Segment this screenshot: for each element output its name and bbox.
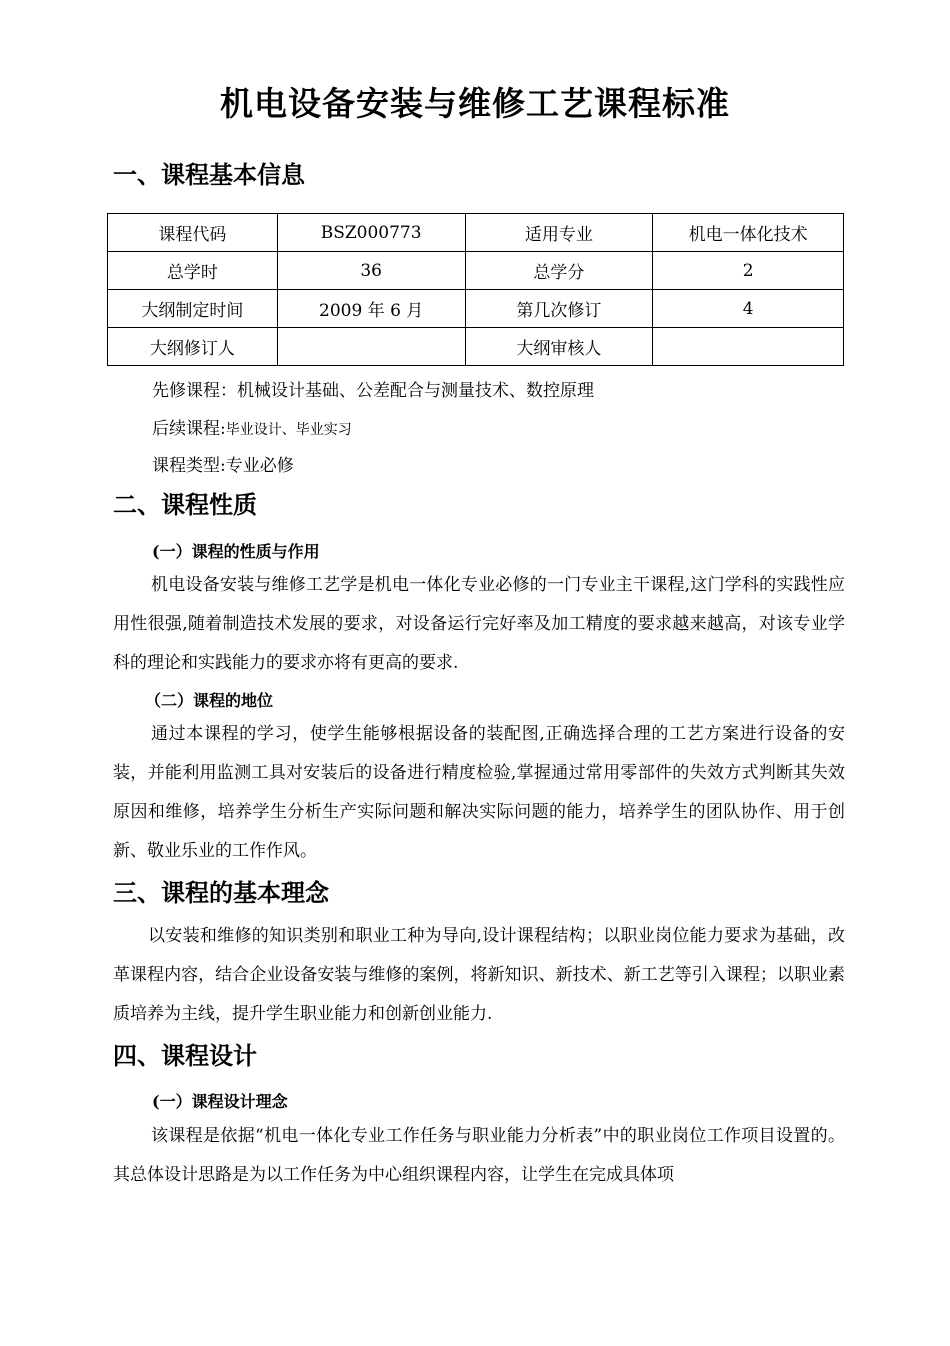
table-cell: 适用专业 xyxy=(465,214,653,252)
table-cell: 2009 年 6 月 xyxy=(277,290,465,328)
course-info-table xyxy=(107,213,844,366)
paragraph-design-concept: 该课程是依据“机电一体化专业工作任务与职业能力分析表”中的职业岗位工作项目设置的。其总体设计思路是为以工作任务为中心组织课程内容，让学生在完成具体项 xyxy=(113,1126,845,1185)
table-cell xyxy=(277,328,465,366)
table-cell: BSZ000773 xyxy=(277,214,465,252)
table-cell xyxy=(653,328,844,366)
subsection-heading-design-concept: (一）课程设计理念 xyxy=(152,1092,288,1111)
table-cell: 36 xyxy=(277,252,465,290)
table-row xyxy=(108,252,844,290)
table-cell: 2 xyxy=(653,252,844,290)
table-cell: 大纲修订人 xyxy=(108,328,278,366)
paragraph-course-position: 通过本课程的学习，使学生能够根据设备的装配图,正确选择合理的工艺方案进行设备的安装，并能利用监测工具对安装后的设备进行精度检验,掌握通过常用零部件的失效方式判断其失效原因和维修，培养学生分析生产实际问题和解决实际问题的能力，培养学生的团队协作、用于创新、敬业乐业的工作作风。 xyxy=(113,724,845,861)
table-cell: 总学时 xyxy=(108,252,278,290)
table-cell: 大纲制定时间 xyxy=(108,290,278,328)
follow-up-courses xyxy=(152,414,352,439)
table-cell: 总学分 xyxy=(465,252,653,290)
section-heading-course-nature: 二、课程性质 xyxy=(113,490,257,519)
table-cell: 课程代码 xyxy=(108,214,278,252)
section-heading-course-design: 四、课程设计 xyxy=(113,1041,257,1070)
subsection-heading-nature-role: (一）课程的性质与作用 xyxy=(152,542,320,561)
table-cell: 4 xyxy=(653,290,844,328)
paragraph-basic-philosophy: 以安装和维修的知识类别和职业工种为导向,设计课程结构；以职业岗位能力要求为基础，改革课程内容，结合企业设备安装与维修的案例，将新知识、新技术、新工艺等引入课程；以职业素质培养为主线，提升学生职业能力和创新创业能力. xyxy=(113,926,845,1024)
follow-up-label: 后续课程: xyxy=(152,419,226,439)
course-type: 课程类型:专业必修 xyxy=(152,456,294,476)
document-title: 机电设备安装与维修工艺课程标准 xyxy=(220,84,730,123)
table-row xyxy=(108,290,844,328)
table-row xyxy=(108,328,844,366)
section-heading-basic-info: 一、课程基本信息 xyxy=(113,160,305,189)
paragraph-course-nature: 机电设备安装与维修工艺学是机电一体化专业必修的一门专业主干课程,这门学科的实践性应用性很强,随着制造技术发展的要求，对设备运行完好率及加工精度的要求越来越高，对该专业学科的理论和实践能力的要求亦将有更高的要求. xyxy=(113,575,845,673)
table-cell: 大纲审核人 xyxy=(465,328,653,366)
section-heading-basic-philosophy: 三、课程的基本理念 xyxy=(113,878,329,907)
follow-up-value: 毕业设计、毕业实习 xyxy=(225,422,352,438)
prerequisite-courses: 先修课程：机械设计基础、公差配合与测量技术、数控原理 xyxy=(152,381,594,401)
table-cell: 第几次修订 xyxy=(465,290,653,328)
subsection-heading-course-position: （二）课程的地位 xyxy=(145,691,274,710)
table-row xyxy=(108,214,844,252)
table-cell: 机电一体化技术 xyxy=(653,214,844,252)
